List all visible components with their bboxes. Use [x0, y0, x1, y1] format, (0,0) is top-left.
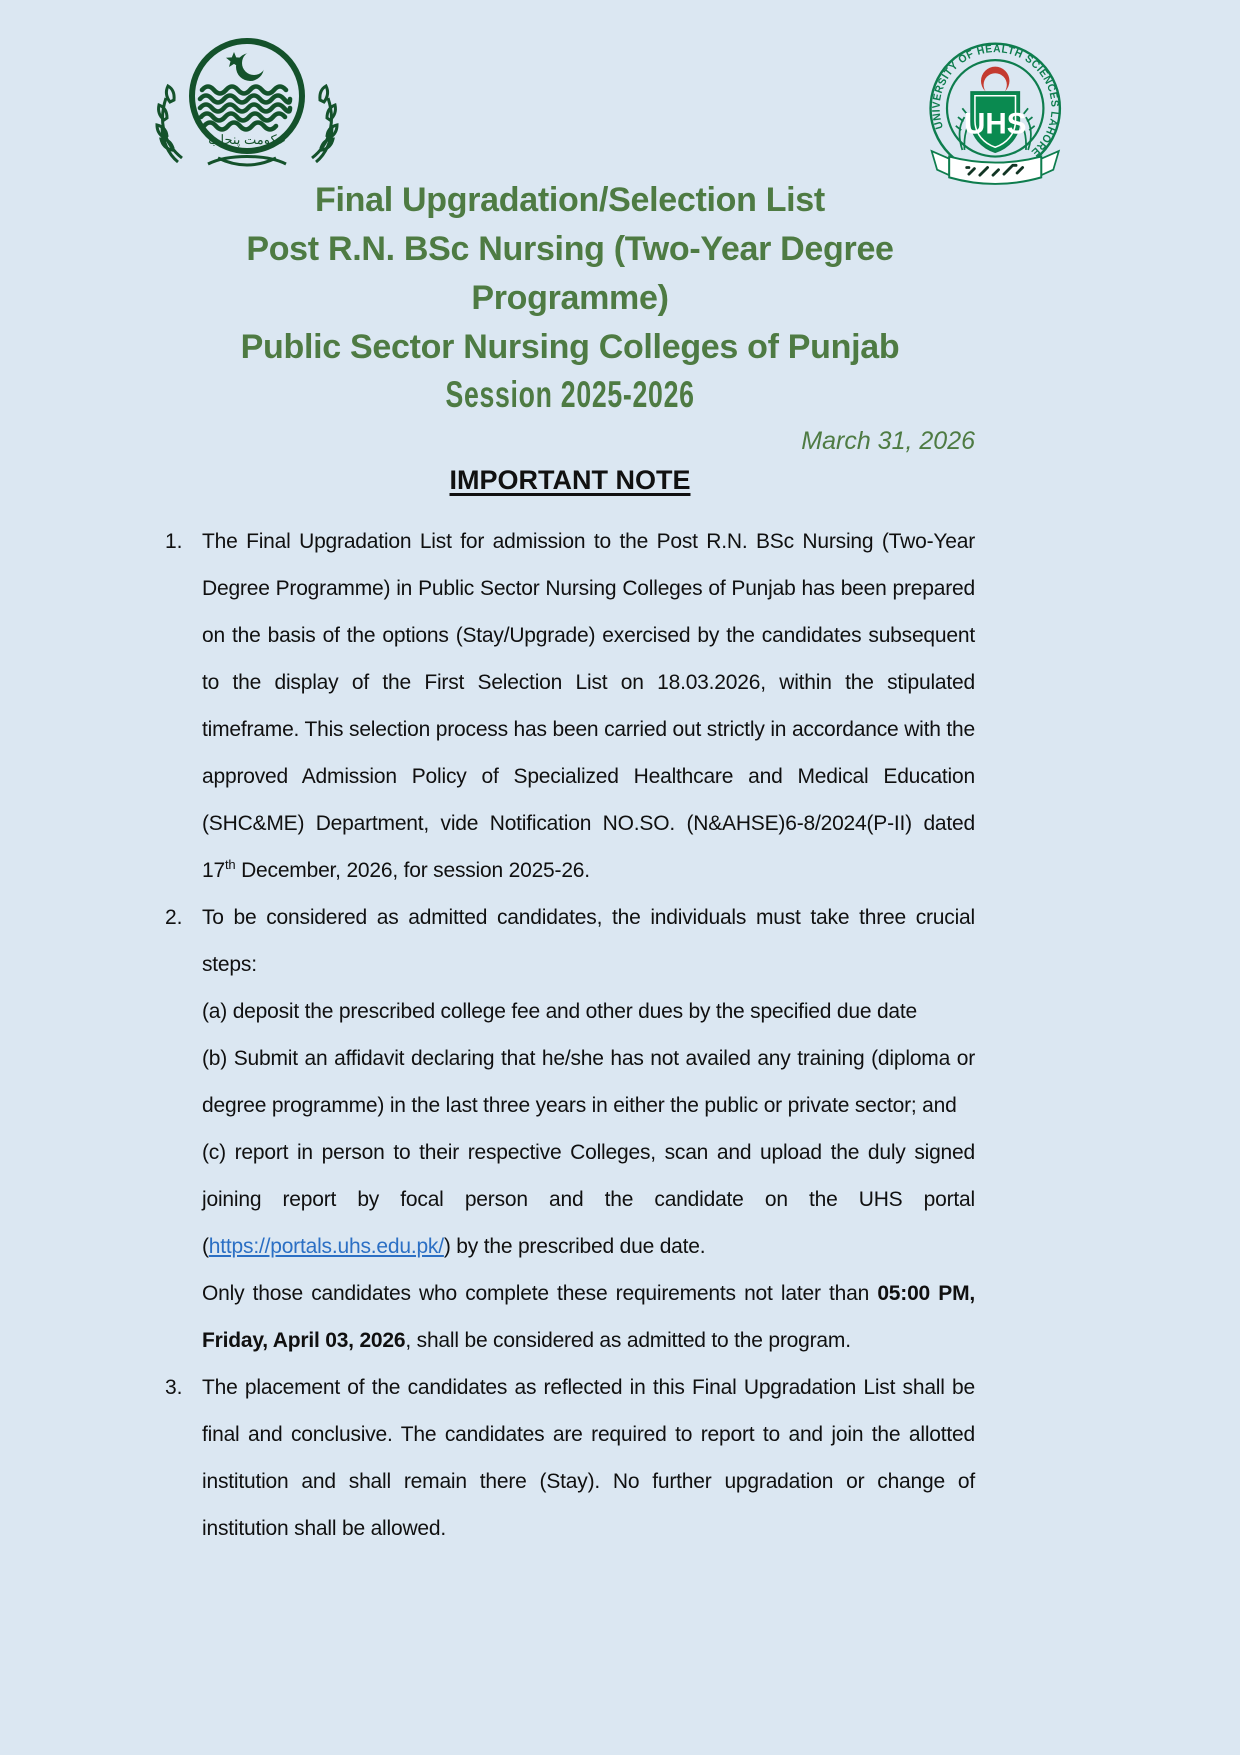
uhs-logo-arc-text: UNIVERSITY OF HEALTH SCIENCES LAHORE [930, 43, 1061, 159]
item-paragraph [202, 1364, 975, 1552]
item-paragraph [202, 518, 975, 894]
item-paragraph [202, 1270, 975, 1364]
uhs-portal-link[interactable]: https://portals.uhs.edu.pk/ [208, 1235, 444, 1258]
item-body [202, 518, 975, 894]
item-paragraph [202, 894, 975, 988]
note-item [165, 894, 975, 1364]
text-run: December, 2026, for session 2025-26. [235, 859, 590, 882]
text-run: Only those candidates who complete these requirements not later than [202, 1282, 878, 1305]
note-item [165, 1364, 975, 1552]
punjab-logo-caption: حکومت پنجاب [208, 132, 286, 147]
item-body [202, 1364, 975, 1552]
text-run: The placement of the candidates as reflected in this Final Upgradation List shall be final and conclusive. The candidates are required to report to and join the allotted institution and shall remain there (Stay). No further upgradation or change of institution shall be allowed. [202, 1376, 975, 1540]
item-number: 2. [165, 906, 183, 929]
important-note-text: IMPORTANT NOTE [449, 465, 691, 495]
session-line [165, 372, 975, 418]
document-content [165, 0, 975, 1552]
text-run: (a) deposit the prescribed college fee and other dues by the specified due date [202, 1000, 918, 1023]
text-run: (b) Submit an affidavit declaring that he/she has not availed any training (diploma or degree programme) in the last three years in either the public or private sector; and [202, 1047, 975, 1117]
item-paragraph [202, 988, 975, 1035]
item-number: 1. [165, 530, 183, 553]
note-item [165, 518, 975, 894]
session-text: Session 2025-2026 [445, 374, 695, 415]
title-line-3: Public Sector Nursing Colleges of Punjab [240, 328, 900, 366]
uhs-logo-shield-text: UHS [963, 107, 1027, 141]
item-paragraph [202, 1129, 975, 1270]
ordinal-superscript: th [224, 857, 236, 872]
note-items-list [165, 518, 975, 1552]
item-body [202, 894, 975, 1364]
title-block [165, 176, 975, 418]
text-run: ) by the prescribed due date. [443, 1235, 706, 1258]
text-run: The Final Upgradation List for admission to the Post R.N. BSc Nursing (Two-Year Degree Programme) in Public Sector Nursing Colleges of Punjab has been prepared on the basis of the options (Stay/Upgrade) exercised by the candidates subsequent to the display of the First Selection List on 18.03.2026, within the stipulated timeframe. This selection process has been carried out strictly in accordance with the approved Admission Policy of Specialized Healthcare and Medical Education (SHC&ME) Department, vide Notification NO.SO. (N&AHSE)6-8/2024(P-II) dated 17 [202, 530, 975, 882]
text-run: (c) report in person to their respective Colleges, scan and upload the duly signed joining report by focal person and the candidate on the UHS portal ( [202, 1141, 975, 1258]
document-date: March 31, 2026 [801, 427, 975, 455]
item-paragraph [202, 1035, 975, 1129]
text-run: 05:00 PM, Friday, April 03, 2026 [202, 1282, 975, 1352]
title-line-1: Final Upgradation/Selection List [315, 181, 825, 219]
text-run: To be considered as admitted candidates, the individuals must take three crucial steps: [202, 906, 975, 976]
text-run: , shall be considered as admitted to the program. [405, 1329, 851, 1352]
title-line-2: Post R.N. BSc Nursing (Two-Year Degree Programme) [246, 230, 894, 317]
item-number: 3. [165, 1376, 183, 1399]
important-note-heading [165, 462, 975, 498]
